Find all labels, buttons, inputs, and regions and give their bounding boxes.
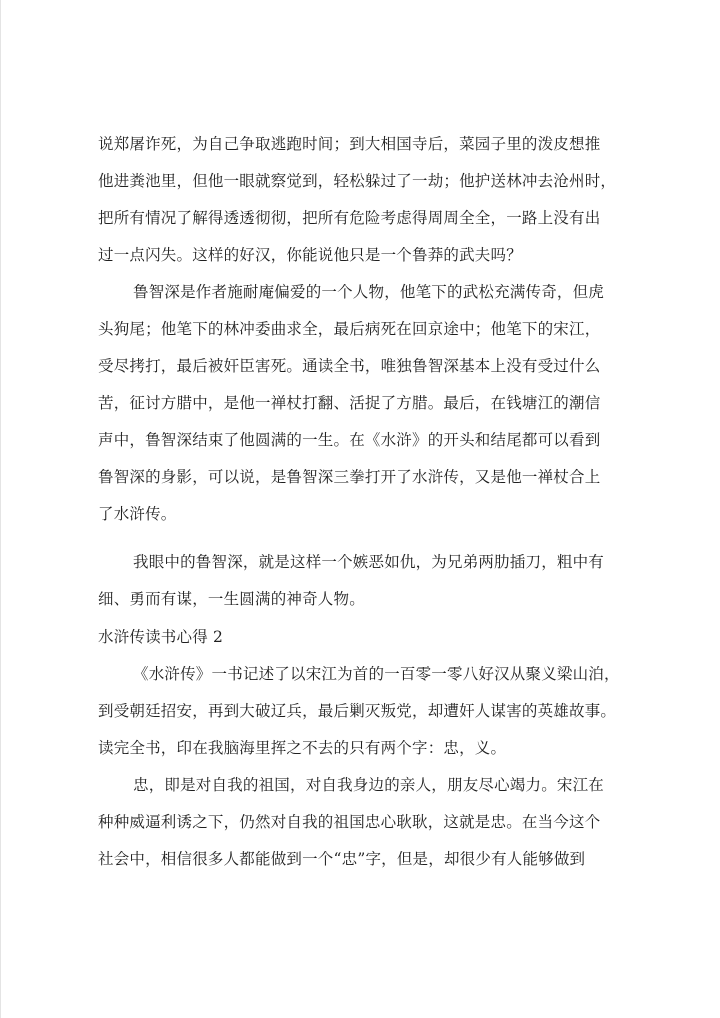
text-line: 苦，征讨方腊中，是他一禅杖打翻、活捉了方腊。最后，在钱塘江的潮信 [98, 394, 601, 412]
text-line: 声中，鲁智深结束了他圆满的一生。在《水浒》的开头和结尾都可以看到 [98, 431, 601, 449]
text-line: 头狗尾；他笔下的林冲委曲求全，最后病死在回京途中；他笔下的宋江， [98, 320, 601, 338]
text-line: 鲁智深是作者施耐庵偏爱的一个人物，他笔下的武松充满传奇，但虎 [133, 283, 605, 301]
text-line: 细、勇而有谋，一生圆满的神奇人物。 [98, 590, 365, 608]
text-line: 了水浒传。 [98, 505, 177, 523]
text-line: 社会中，相信很多人都能做到一个“忠”字，但是，却很少有人能够做到 [98, 850, 586, 868]
text-line: 他进粪池里，但他一眼就察觉到，轻松躲过了一劫；他护送林冲去沧州时， [98, 172, 617, 190]
text-line: 读完全书，印在我脑海里挥之不去的只有两个字：忠，义。 [98, 739, 507, 757]
section-heading: 水浒传读书心得 2 [98, 628, 224, 646]
text-line: 受尽拷打，最后被奸臣害死。通读全书，唯独鲁智深基本上没有受过什么 [98, 357, 601, 375]
text-line: 把所有情况了解得透透彻彻，把所有危险考虑得周周全全，一路上没有出 [98, 209, 601, 227]
text-line: 说郑屠诈死，为自己争取逃跑时间；到大相国寺后，菜园子里的泼皮想推 [98, 135, 601, 153]
text-line: 《水浒传》一书记述了以宋江为首的一百零一零八好汉从聚义梁山泊， [133, 665, 620, 683]
text-line: 我眼中的鲁智深，就是这样一个嫉恶如仇，为兄弟两肋插刀，粗中有 [133, 553, 605, 571]
text-line: 鲁智深的身影，可以说，是鲁智深三拳打开了水浒传，又是他一禅杖合上 [98, 468, 601, 486]
text-line: 种种威逼利诱之下，仍然对自我的祖国忠心耿耿，这就是忠。在当今这个 [98, 813, 601, 831]
text-line: 过一点闪失。这样的好汉，你能说他只是一个鲁莽的武夫吗？ [98, 246, 522, 264]
text-line: 忠，即是对自我的祖国，对自我身边的亲人，朋友尽心竭力。宋江在 [133, 776, 605, 794]
text-line: 到受朝廷招安，再到大破辽兵，最后剿灭叛党，却遭奸人谋害的英雄故事。 [98, 702, 617, 720]
